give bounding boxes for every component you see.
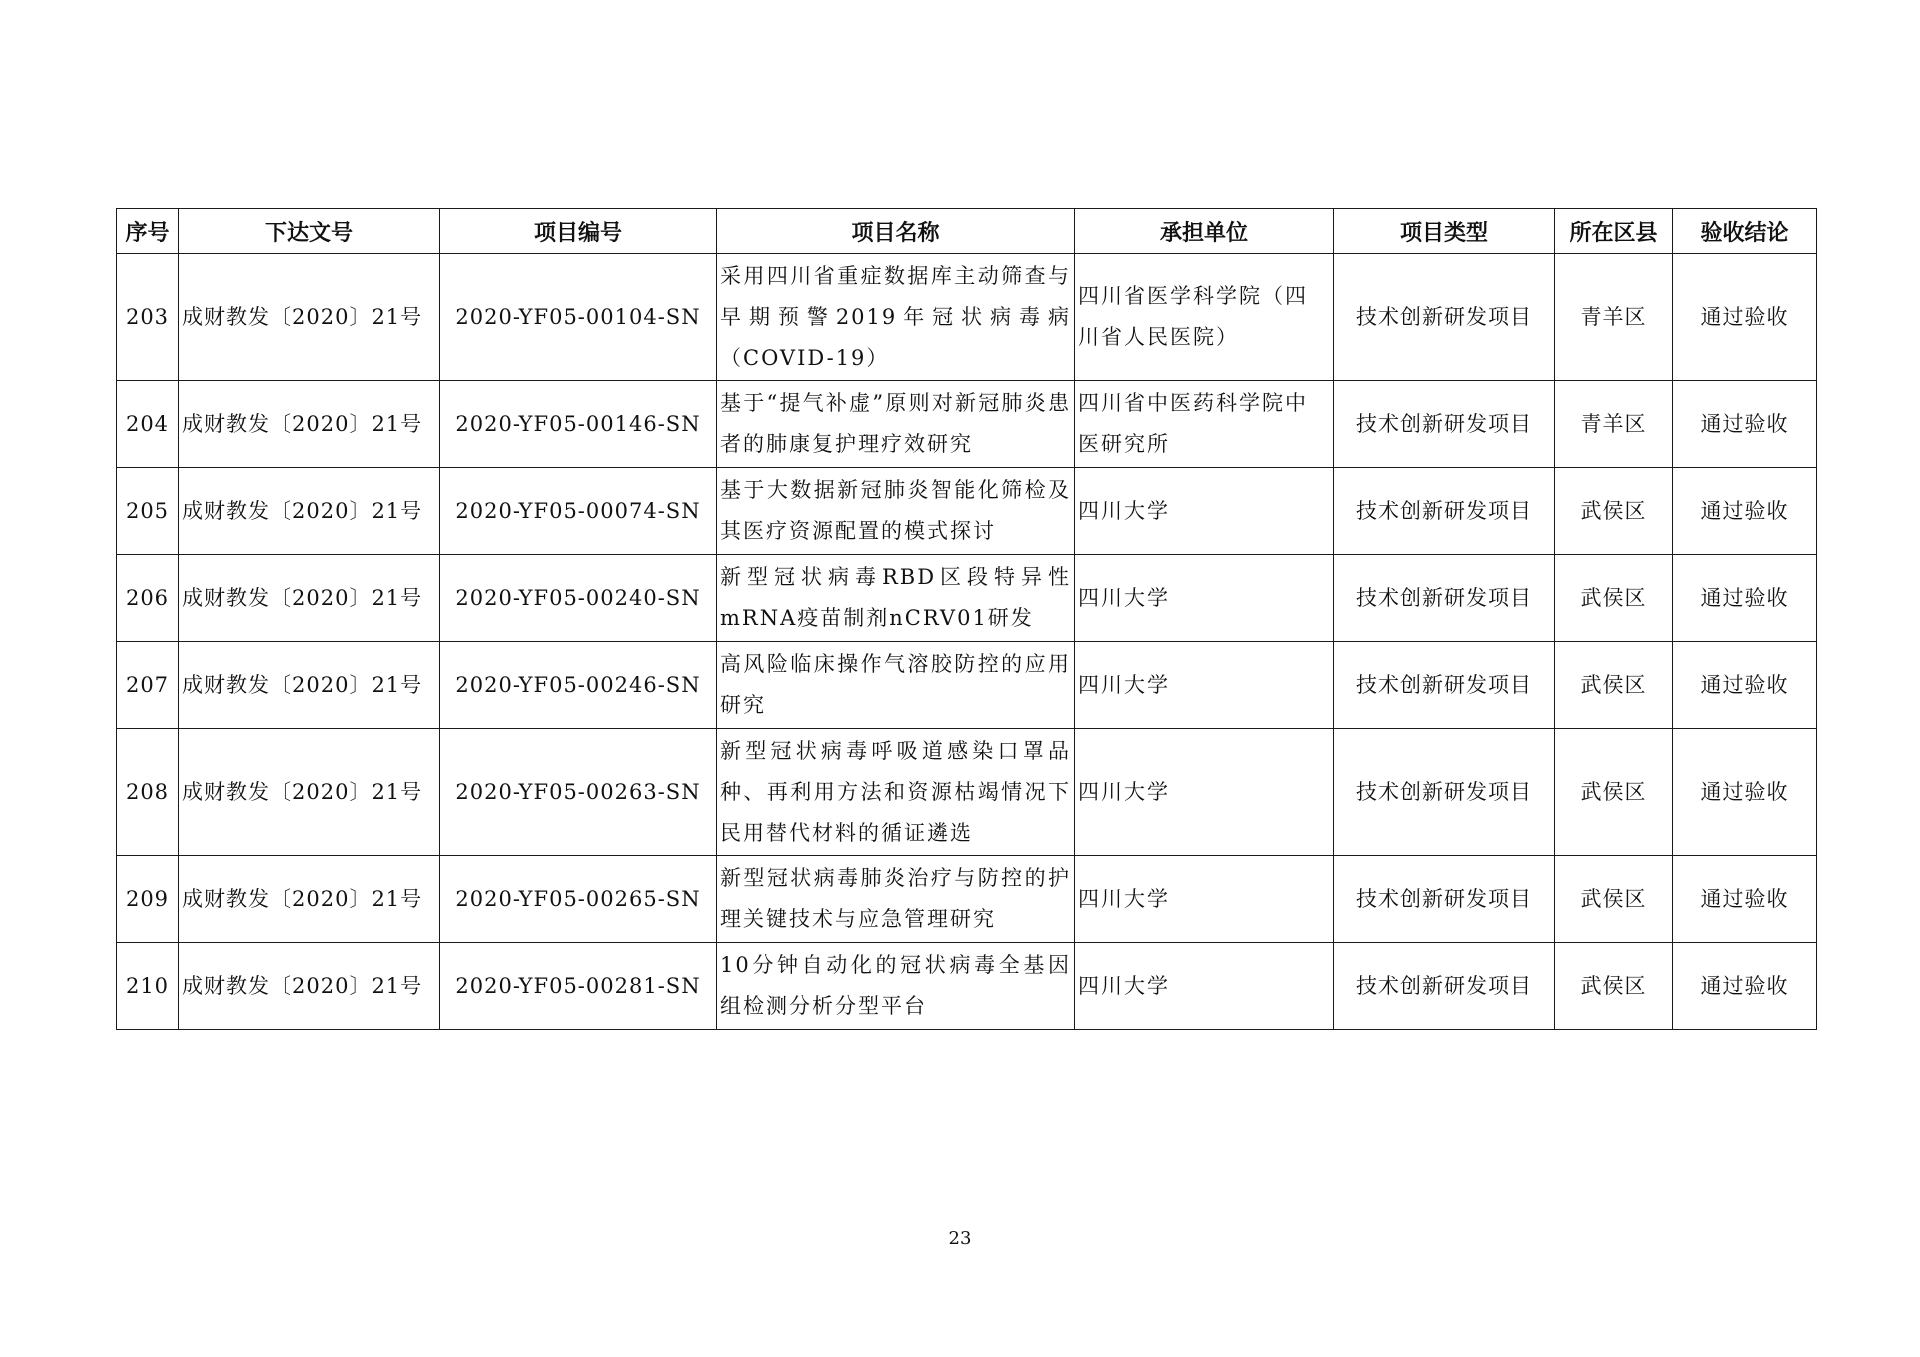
header-doc-no: 下达文号 [179,209,440,254]
cell-seq: 210 [117,943,179,1030]
cell-type: 技术创新研发项目 [1334,555,1555,642]
cell-result: 通过验收 [1673,254,1817,381]
cell-project-name: 新型冠状病毒RBD区段特异性mRNA疫苗制剂nCRV01研发 [717,555,1075,642]
cell-project-name: 采用四川省重症数据库主动筛查与早期预警2019年冠状病毒病（COVID-19） [717,254,1075,381]
cell-project-no: 2020-YF05-00265-SN [440,856,717,943]
cell-doc-no: 成财教发〔2020〕21号 [179,254,440,381]
table-row [117,943,1817,1030]
cell-district: 武侯区 [1555,642,1673,729]
header-result: 验收结论 [1673,209,1817,254]
cell-seq: 209 [117,856,179,943]
header-seq: 序号 [117,209,179,254]
cell-type: 技术创新研发项目 [1334,381,1555,468]
cell-unit: 四川省医学科学院（四川省人民医院） [1075,254,1334,381]
header-project-name: 项目名称 [717,209,1075,254]
table-header-row [117,209,1817,254]
cell-seq: 205 [117,468,179,555]
cell-project-no: 2020-YF05-00104-SN [440,254,717,381]
cell-district: 青羊区 [1555,381,1673,468]
cell-type: 技术创新研发项目 [1334,254,1555,381]
cell-doc-no: 成财教发〔2020〕21号 [179,729,440,856]
cell-project-name: 新型冠状病毒呼吸道感染口罩品种、再利用方法和资源枯竭情况下民用替代材料的循证遴选 [717,729,1075,856]
cell-result: 通过验收 [1673,642,1817,729]
table-row [117,468,1817,555]
cell-doc-no: 成财教发〔2020〕21号 [179,468,440,555]
cell-result: 通过验收 [1673,729,1817,856]
cell-unit: 四川大学 [1075,642,1334,729]
cell-type: 技术创新研发项目 [1334,468,1555,555]
cell-doc-no: 成财教发〔2020〕21号 [179,555,440,642]
cell-result: 通过验收 [1673,381,1817,468]
cell-type: 技术创新研发项目 [1334,729,1555,856]
cell-district: 武侯区 [1555,943,1673,1030]
cell-project-no: 2020-YF05-00146-SN [440,381,717,468]
cell-project-name: 基于大数据新冠肺炎智能化筛检及其医疗资源配置的模式探讨 [717,468,1075,555]
cell-unit: 四川大学 [1075,468,1334,555]
table-row [117,729,1817,856]
cell-district: 武侯区 [1555,555,1673,642]
cell-seq: 204 [117,381,179,468]
table-row [117,254,1817,381]
cell-doc-no: 成财教发〔2020〕21号 [179,943,440,1030]
cell-project-name: 10分钟自动化的冠状病毒全基因组检测分析分型平台 [717,943,1075,1030]
cell-seq: 206 [117,555,179,642]
cell-result: 通过验收 [1673,943,1817,1030]
cell-result: 通过验收 [1673,555,1817,642]
cell-unit: 四川大学 [1075,856,1334,943]
cell-result: 通过验收 [1673,468,1817,555]
cell-project-name: 基于“提气补虚”原则对新冠肺炎患者的肺康复护理疗效研究 [717,381,1075,468]
header-district: 所在区县 [1555,209,1673,254]
cell-type: 技术创新研发项目 [1334,642,1555,729]
cell-type: 技术创新研发项目 [1334,856,1555,943]
header-unit: 承担单位 [1075,209,1334,254]
project-acceptance-table [116,208,1817,1030]
cell-doc-no: 成财教发〔2020〕21号 [179,642,440,729]
cell-project-name: 新型冠状病毒肺炎治疗与防控的护理关键技术与应急管理研究 [717,856,1075,943]
cell-district: 武侯区 [1555,729,1673,856]
cell-district: 武侯区 [1555,856,1673,943]
table-row [117,555,1817,642]
cell-project-no: 2020-YF05-00246-SN [440,642,717,729]
cell-district: 青羊区 [1555,254,1673,381]
header-type: 项目类型 [1334,209,1555,254]
cell-unit: 四川省中医药科学院中医研究所 [1075,381,1334,468]
cell-project-name: 高风险临床操作气溶胶防控的应用研究 [717,642,1075,729]
cell-project-no: 2020-YF05-00281-SN [440,943,717,1030]
header-project-no: 项目编号 [440,209,717,254]
table-row [117,642,1817,729]
cell-seq: 208 [117,729,179,856]
cell-unit: 四川大学 [1075,555,1334,642]
table-row [117,856,1817,943]
cell-district: 武侯区 [1555,468,1673,555]
cell-doc-no: 成财教发〔2020〕21号 [179,856,440,943]
cell-seq: 207 [117,642,179,729]
page-number: 23 [948,1228,972,1249]
cell-unit: 四川大学 [1075,729,1334,856]
cell-project-no: 2020-YF05-00263-SN [440,729,717,856]
cell-doc-no: 成财教发〔2020〕21号 [179,381,440,468]
cell-project-no: 2020-YF05-00074-SN [440,468,717,555]
cell-project-no: 2020-YF05-00240-SN [440,555,717,642]
cell-type: 技术创新研发项目 [1334,943,1555,1030]
table-row [117,381,1817,468]
cell-result: 通过验收 [1673,856,1817,943]
cell-seq: 203 [117,254,179,381]
cell-unit: 四川大学 [1075,943,1334,1030]
